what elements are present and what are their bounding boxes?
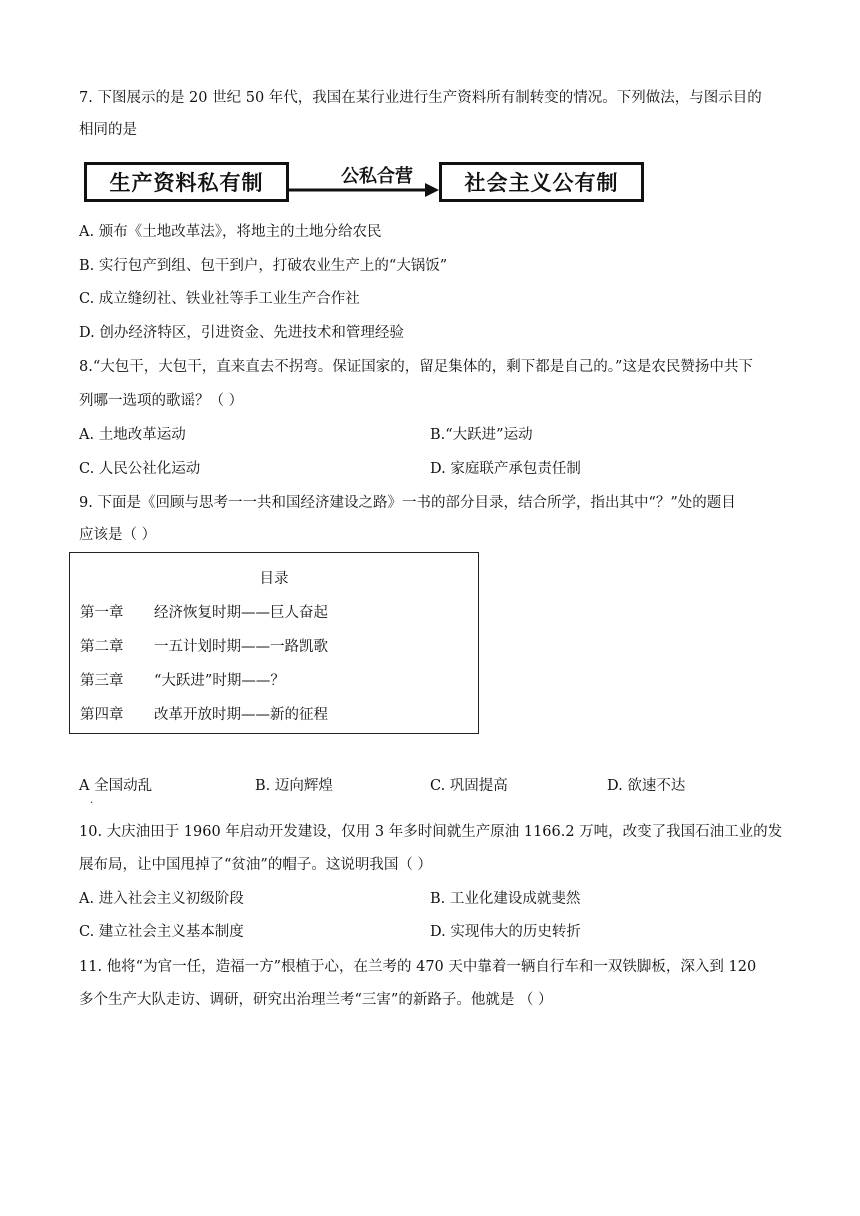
toc-title: 目录 [259, 571, 289, 587]
q7-option-b: B. 实行包产到组、包干到户，打破农业生产上的“大锅饭” [79, 258, 448, 274]
q8-option-c: C. 人民公社化运动 [79, 461, 201, 477]
q9-option-c: C. 巩固提高 [430, 778, 508, 794]
toc-chapter-2: 第二章 [80, 639, 124, 655]
q9-stem-line1: 9. 下面是《回顾与思考一一共和国经济建设之路》一书的部分目录，结合所学，指出其中“？”处的题目 [79, 495, 736, 511]
q10-option-a: A. 进入社会主义初级阶段 [79, 891, 244, 907]
q11-stem-line2: 多个生产大队走访、调研，研究出治理兰考“三害”的新路子。他就是 （ ） [79, 992, 553, 1008]
toc-chapter-1: 第一章 [80, 605, 124, 621]
q7-stem-line1: 7. 下图展示的是 20 世纪 50 年代，我国在某行业进行生产资料所有制转变的情况。下列做法，与图示目的 [79, 90, 762, 106]
q10-stem-line2: 展布局，让中国甩掉了“贫油”的帽子。这说明我国（ ） [79, 857, 432, 873]
toc-chapter-4: 第四章 [80, 707, 124, 723]
toc-chapter-3: 第三章 [80, 673, 124, 689]
flow-from-box: 生产资料私有制 [84, 162, 289, 202]
q8-stem-line1: 8.“大包干，大包干，直来直去不拐弯。保证国家的，留足集体的，剩下都是自己的。”这是农民赞扬中共下 [79, 359, 753, 375]
flow-arrow-icon [289, 180, 439, 200]
table-of-contents-box [69, 552, 479, 734]
q9-option-d: D. 欲速不达 [607, 778, 686, 794]
q7-option-a: A. 颁布《土地改革法》，将地主的土地分给农民 [79, 224, 382, 240]
q9-option-b: B. 迈向辉煌 [255, 778, 333, 794]
toc-chapter-1-name: 经济恢复时期——巨人奋起 [154, 605, 328, 621]
ownership-flow-diagram [84, 160, 644, 208]
toc-chapter-4-name: 改革开放时期——新的征程 [154, 707, 328, 723]
q7-option-d: D. 创办经济特区，引进资金、先进技术和管理经验 [79, 325, 404, 341]
q7-stem-line2: 相同的是 [79, 122, 137, 138]
q10-option-c: C. 建立社会主义基本制度 [79, 924, 244, 940]
q9-stem-line2: 应该是（ ） [79, 527, 157, 543]
q8-option-d: D. 家庭联产承包责任制 [430, 461, 581, 477]
toc-chapter-3-name: “大跃进”时期——？ [154, 673, 285, 689]
toc-chapter-2-name: 一五计划时期——一路凯歌 [154, 639, 328, 655]
flow-to-box: 社会主义公有制 [439, 162, 644, 202]
q8-option-b: B.“大跃进”运动 [430, 427, 533, 443]
q7-option-c: C. 成立缝纫社、铁业社等手工业生产合作社 [79, 291, 360, 307]
q10-stem-line1: 10. 大庆油田于 1960 年启动开发建设，仅用 3 年多时间就生产原油 1166.2 万吨，改变了我国石油工业的发 [79, 824, 783, 840]
q10-option-b: B. 工业化建设成就斐然 [430, 891, 581, 907]
flow-via-label: 公私合营 [341, 166, 413, 187]
q8-option-a: A. 土地改革运动 [79, 427, 186, 443]
q10-option-d: D. 实现伟大的历史转折 [430, 924, 581, 940]
q11-stem-line1: 11. 他将“为官一任，造福一方”根植于心，在兰考的 470 天中靠着一辆自行车和一双铁脚板，深入到 120 [79, 959, 757, 975]
q9-option-a-dot: . [90, 795, 94, 806]
q8-stem-line2: 列哪一选项的歌谣？（ ） [79, 393, 244, 409]
q9-option-a: A 全国动乱 [79, 778, 153, 794]
